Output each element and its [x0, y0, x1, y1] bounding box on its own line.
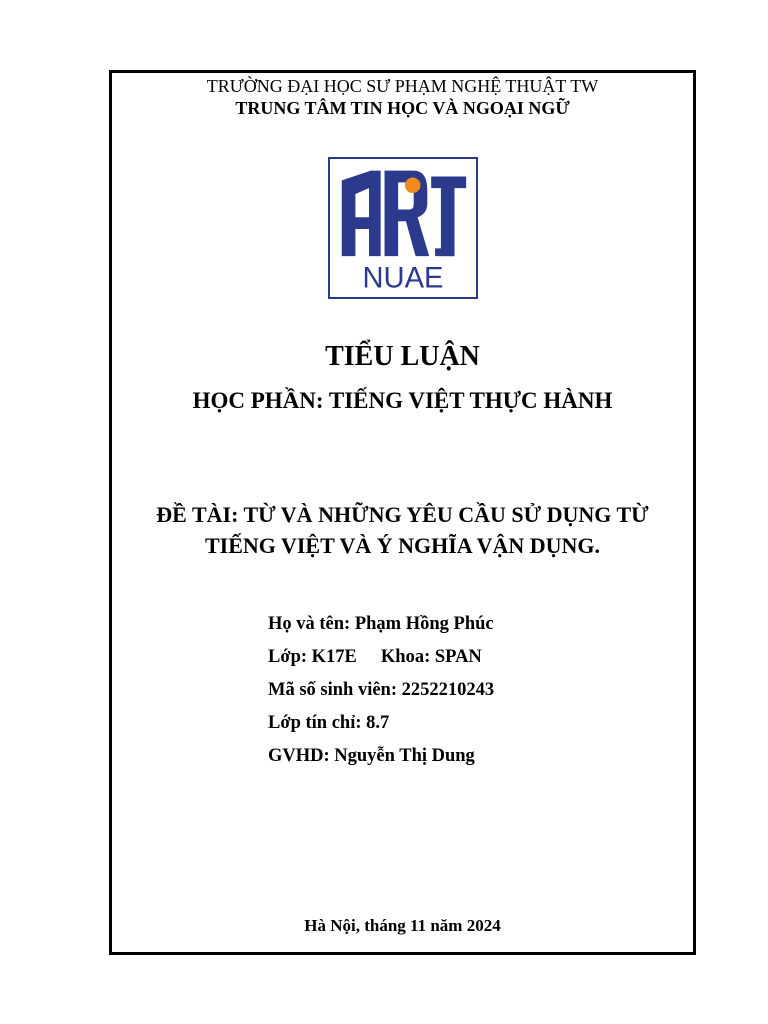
class-faculty-row [268, 644, 494, 677]
center-name: TRUNG TÂM TIN HỌC VÀ NGOẠI NGỮ [235, 98, 570, 118]
nuae-logo-graphic [330, 159, 476, 297]
cover-page-frame [109, 70, 696, 955]
advisor: GVHD: Nguyễn Thị Dung [268, 746, 475, 766]
logo-orange-dot [405, 177, 421, 193]
topic-title [132, 499, 673, 561]
student-id: Mã số sinh viên: 2252210243 [268, 680, 495, 700]
place-date: Hà Nội, tháng 11 năm 2024 [304, 916, 501, 935]
school-name: TRƯỜNG ĐẠI HỌC SƯ PHẠM NGHỆ THUẬT TW [206, 76, 599, 96]
student-faculty: Khoa: SPAN [380, 647, 482, 667]
logo-letter-t-base [435, 248, 454, 256]
logo-text: NUAE [362, 262, 444, 295]
student-name: Họ và tên: Phạm Hồng Phúc [268, 614, 494, 634]
student-class: Lớp: K17E [268, 647, 357, 667]
topic-line-1: ĐỀ TÀI: TỪ VÀ NHỮNG YÊU CẦU SỬ DỤNG TỪ [156, 502, 649, 527]
student-info [268, 611, 494, 776]
credit-class: Lớp tín chỉ: 8.7 [268, 713, 390, 733]
nuae-logo [328, 157, 478, 299]
logo-letter-t [431, 176, 466, 256]
module-title: HỌC PHẦN: TIẾNG VIỆT THỰC HÀNH [192, 388, 613, 413]
topic-line-2: TIẾNG VIỆT VÀ Ý NGHĨA VẬN DỤNG. [204, 533, 601, 558]
document-title: TIỂU LUẬN [325, 341, 480, 372]
logo-letter-a [342, 171, 381, 257]
